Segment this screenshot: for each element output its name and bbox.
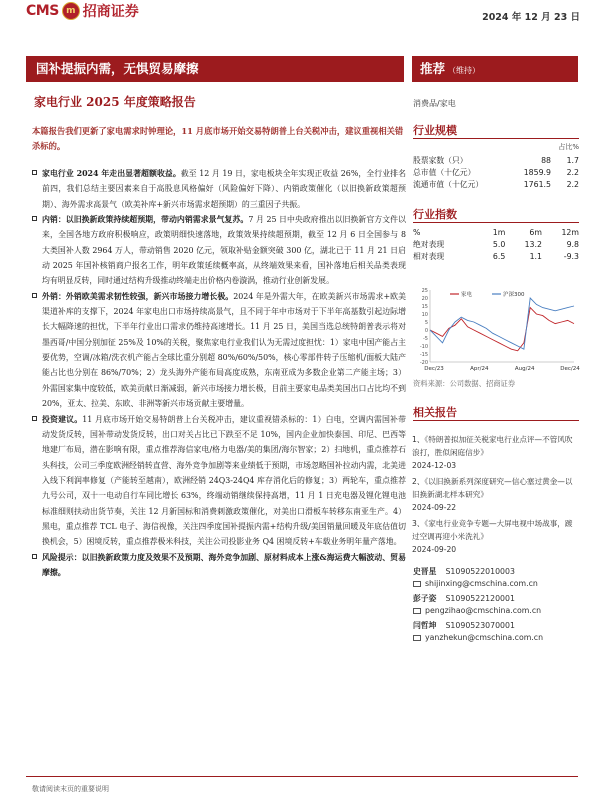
row-value: 9.8: [566, 239, 579, 249]
col-header: 1m: [492, 227, 506, 237]
related-report-title[interactable]: 1、《特朗普拟加征关税家电行业点评—不管风吹浪打，胜似闲庭信步》: [412, 435, 573, 457]
risk-warning: [32, 550, 406, 581]
paragraph-lead: 家电行业 2024 年走出显著超额收益。: [42, 169, 181, 178]
legend-label: 家电: [461, 292, 473, 298]
row-value: 1.1: [529, 251, 542, 261]
y-tick-label: -10: [419, 344, 428, 350]
row-pct: 1.7: [566, 155, 579, 165]
paragraph-text: 截至 12 月 19 日，家电板块全年实现正收益 26%，全行业排名前四，我们总结主要因素来自于高股息风格偏好（风险偏好下降）、内销政策催化（以旧换新政策超预期）、海外需求高景气（欧美补库+新兴市场需求超预期）的三重因子共振。: [42, 169, 406, 209]
analyst-email[interactable]: yanzhekun@cmschina.com.cn: [425, 632, 544, 642]
paragraph-lead: 内销：以旧换新政策持续超预期，带动内销需求景气复苏。: [42, 215, 249, 225]
analyst-entry: [413, 566, 579, 589]
analyst-name: 闫哲坤: [413, 621, 437, 630]
body-paragraph: [32, 412, 406, 550]
logo-text-cn: 招商证券: [82, 4, 139, 20]
share-percent-header: 占比%: [558, 143, 579, 151]
x-tick-label: Apr/24: [470, 366, 489, 372]
related-report-date: 2024-09-22: [412, 503, 457, 512]
mail-icon: [413, 581, 421, 587]
row-pct: 2.2: [566, 167, 579, 177]
table-row: [413, 178, 579, 190]
y-tick-label: 20: [421, 296, 428, 302]
related-reports-list: [412, 433, 578, 559]
chart-svg: [410, 286, 580, 376]
col-header: 6m: [529, 227, 542, 237]
related-report-date: 2024-09-20: [412, 545, 457, 554]
industry-scale-table: [413, 154, 579, 190]
analyst-name: 彭子姿: [413, 594, 437, 603]
report-category: 消费品/家电: [413, 99, 456, 108]
analyst-entry: [413, 593, 579, 616]
bullet-icon: [32, 554, 37, 559]
rating-banner: [412, 56, 578, 82]
row-value: 5.0: [492, 239, 506, 249]
paragraph-lead: 风险提示：以旧换新政策力度及效果不及预期、海外竞争加剧、原材料成本上涨&海运费大幅波动、贸易摩擦。: [42, 552, 406, 577]
paragraph-lead: 投资建议。: [42, 414, 83, 424]
bullet-icon: [32, 170, 37, 175]
related-reports-title: 相关报告: [413, 406, 457, 419]
col-header: 12m: [561, 227, 579, 237]
legend-label: 沪深300: [503, 292, 525, 298]
row-label: 流通市值（十亿元）: [413, 179, 484, 189]
report-abstract: 本篇报告我们更新了家电需求时钟理论，11 月底市场开始交易特朗普上台关税冲击，建议重视相关错杀标的。: [32, 126, 404, 151]
y-tick-label: -20: [419, 360, 428, 366]
table-row: [413, 166, 579, 178]
industry-index-title: 行业指数: [413, 208, 457, 221]
analyst-cert: S1090522010003: [445, 567, 515, 576]
analyst-email[interactable]: pengzihao@cmschina.com.cn: [425, 605, 542, 615]
y-tick-label: 15: [421, 304, 428, 310]
y-tick-label: 25: [421, 288, 428, 294]
table-header-row: [413, 226, 579, 238]
analyst-cert: S1090522120001: [445, 594, 515, 603]
report-subtitle: 家电行业 2025 年度策略报告: [34, 95, 196, 109]
table-row: [413, 250, 579, 262]
report-body: [32, 166, 406, 580]
chart-source: 资料来源：公司数据、招商证券: [413, 379, 516, 388]
series-line-appliance: [430, 308, 574, 351]
related-report-item[interactable]: [412, 475, 578, 514]
analyst-list: [413, 566, 579, 647]
y-tick-label: 0: [424, 328, 428, 334]
industry-index-table: [413, 226, 579, 262]
logo-text-en: CMS: [26, 3, 59, 19]
analyst-cert: S1090523070001: [445, 621, 515, 630]
industry-scale-title: 行业规模: [413, 124, 457, 137]
series-line-csi300: [430, 298, 574, 349]
analyst-email[interactable]: shijinxing@cmschina.com.cn: [425, 578, 538, 588]
bullet-icon: [32, 416, 37, 421]
y-tick-label: -15: [419, 352, 428, 358]
section-divider: [413, 222, 579, 223]
row-value: 6.5: [492, 251, 506, 261]
body-paragraph: [32, 289, 406, 412]
col-header: %: [413, 227, 421, 237]
y-tick-label: -5: [423, 336, 428, 342]
row-pct: 2.2: [566, 179, 579, 189]
row-value: 1859.9: [523, 167, 551, 177]
analyst-entry: [413, 620, 579, 643]
row-label: 绝对表现: [413, 239, 445, 249]
paragraph-text: 11 月底市场开始交易特朗普上台关税冲击，建议重视错杀标的：1）白电，空调内需国补带动发货反转，国补带动发货反转，出口对关占比已下跌至不足 10%，国内企业加快泰国、印尼、巴西等地建厂布局，潜在影响有限，重点推荐海信家电/格力电器/美的集团/海尔智家；2）扫地机，重点推荐石头科技，公司三季度欧洲经销转直营、海外竞争加剧等来业绩低于预期，市场忽略国补拉动内需，北美进入线下利润率修复（产能转至越南），欧洲经销 24Q3-24Q4 库存消化后的修复；3）两轮车，重点推荐九号公司，双十一电动自行车同比增长 63%，终端动销继续保持高增，11 月 1 日充电器及锂化锂电池标准细则扶动出货节奏，关注 12 月新国标和消费刺激政策催化，对美出口滑板车转移东南亚生产。4）黑电，重点推荐 TCL 电子、海信视像，关注四季度国补提振内需+结构升级/美国销量回暖及年底估值切换机会，5）困境反转，重点推荐极米科技，关注公司投影业务 Q4 困境反转+车载业务明年量产落地。: [42, 414, 406, 547]
row-value: 1761.5: [523, 179, 551, 189]
table-row: [413, 154, 579, 166]
related-report-title[interactable]: 3、《家电行业竞争专题—大屏电视中场战事，踱过空调再迎小米洗礼》: [412, 519, 573, 541]
bullet-icon: [32, 216, 37, 221]
mail-icon: [413, 608, 421, 614]
row-label: 总市值（十亿元）: [413, 167, 476, 177]
footer-disclaimer: 敬请阅读末页的重要说明: [32, 785, 109, 793]
rating-note: （维持）: [448, 66, 481, 75]
section-divider: [413, 138, 579, 139]
analyst-name: 史晋星: [413, 567, 437, 576]
body-paragraph: [32, 212, 406, 289]
related-report-title[interactable]: 2、《以旧换新系列深度研究—信心塞过黄金—以旧换新湖北样本研究》: [412, 477, 573, 499]
row-label: 股票家数（只）: [413, 155, 468, 165]
mail-icon: [413, 635, 421, 641]
rating-label: 推荐: [420, 61, 446, 76]
bullet-icon: [32, 293, 37, 298]
report-headline: 国补提振内需，无惧贸易摩擦: [26, 56, 404, 82]
body-paragraph: [32, 166, 406, 212]
y-tick-label: 10: [421, 312, 428, 318]
related-report-item[interactable]: [412, 517, 578, 556]
index-performance-chart: [410, 286, 580, 376]
x-tick-label: Dec/23: [424, 366, 444, 372]
row-value: 88: [541, 155, 551, 165]
report-date: 2024 年 12 月 23 日: [482, 12, 580, 23]
related-report-date: 2024-12-03: [412, 461, 457, 470]
logo-emblem-icon: m: [62, 2, 80, 20]
paragraph-text: 2024 年是外需大年，在欧美新兴市场需求+欧美渠道补库的支撑下，2024 年家电出口市场持续高景气，且不同于年中市场对于下半年高基数引起边际增长大幅降速的担忧，下半年行业出口需求仍维持高速增长。11 月 25 日，美国当选总统特朗普表示将对墨西哥/中国分别加征 25%及 10%的关税，聚焦家电行业我们认为无需过度担忧：1）家电中国产能占主要优势，空调/冰箱/洗衣机产能占全球比重分别超 80%/60%/50%，核心零部件转子压缩机/面板大陆产能占比也分别在 86%/70%；2）龙头海外产能布局高度成熟，东南亚成为多数企业第二产能主场；3）外需国家集中度较低，欧美贡献日渐减弱，新兴市场接力增长极，目前主要家电品类美国出口占比均不到 20%，亚太、拉美、东欧、非洲等新兴市场贡献主要增量。: [42, 291, 406, 409]
related-report-item[interactable]: [412, 433, 578, 472]
x-tick-label: Aug/24: [514, 366, 535, 372]
row-value: -9.3: [563, 251, 579, 261]
x-tick-label: Dec/24: [560, 366, 580, 372]
y-tick-label: 5: [424, 320, 428, 326]
paragraph-lead: 外销：外销欧美需求韧性较强，新兴市场接力增长极。: [42, 291, 234, 301]
table-row: [413, 238, 579, 250]
footer-divider: [26, 776, 578, 777]
brand-logo: [26, 1, 139, 21]
row-label: 相对表现: [413, 251, 445, 261]
row-value: 13.2: [524, 239, 542, 249]
section-divider: [413, 420, 579, 421]
paragraph-text: 7 月 25 日中央政府推出以旧换新官方文件以来，全国各地方政府积极响应，政策明细快速落地，政策效果持续超预期，截至 12 月 6 日全国参与 8 大类国补人数 2964 万人，带动销售 2020 亿元，领取补贴金额突破 300 亿，湖北已于 11 月 21 日启动 2025 年国补核销商户报名工作，明年政策延续概率高，从终端效果来看，国补落地后相关品类表现均有明显反转，同时通过结构升级推动终端走出价格内卷漩涡，推动行业创新发展。: [42, 215, 406, 286]
